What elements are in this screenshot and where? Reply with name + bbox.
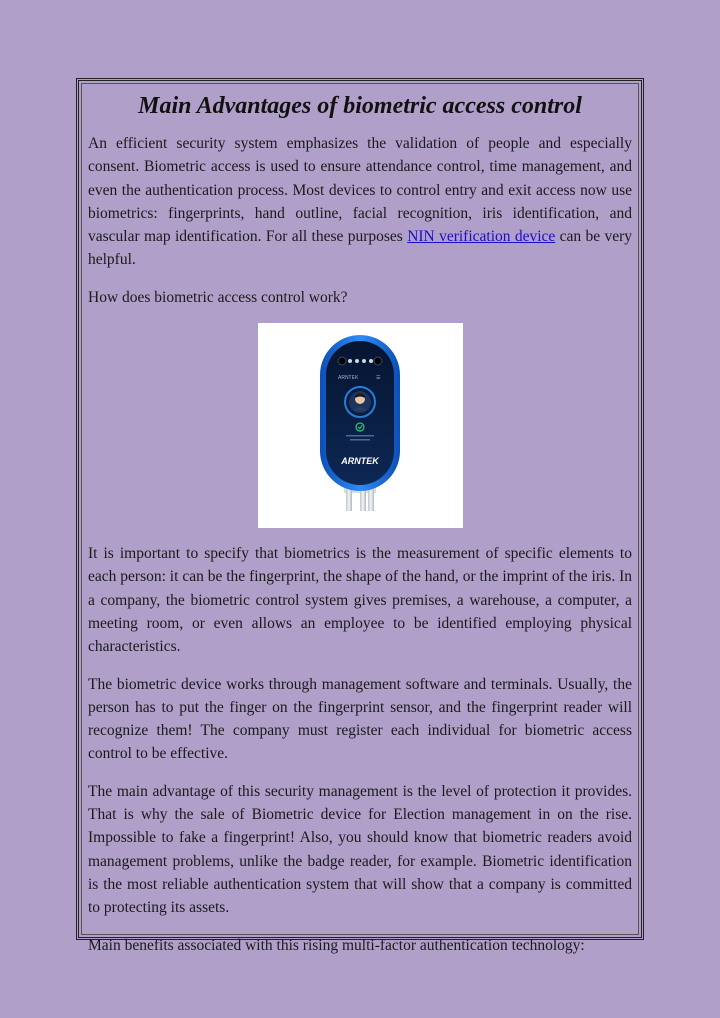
- device-body: [320, 335, 400, 491]
- screen-top-right-label: ☰: [375, 375, 380, 382]
- paragraph-biometrics-definition: It is important to specify that biometrics is the measurement of specific elements to each person: it can be the fingerprint, the shape of the hand, or the imprint of the iris. In a company, the biometric control system gives premises, a warehouse, a computer, a meeting room, or even allows an employee to be identified employing physical characteristics.: [88, 545, 632, 656]
- page-title: Main Advantages of biometric access control: [138, 93, 582, 119]
- paragraph-main-benefits: Main benefits associated with this rising multi-factor authentication technology:: [88, 936, 585, 954]
- paragraph-main-advantage: The main advantage of this security management is the level of protection it provides. That is why the sale of Biometric device for Election management in on the rise. Impossible to fake a fingerprint! Also, you should know that biometric readers avoid management problems, unlike the badge reader, for example. Biometric identification is the most reliable authentication system that will show that a company is committed to protecting its assets.: [88, 782, 632, 917]
- device-brand-label: ARNTEK: [340, 456, 379, 467]
- document-content: [88, 86, 632, 957]
- intro-text-after-link: can be very helpful.: [88, 228, 632, 269]
- screen-top-left-label: ARNTEK: [337, 375, 358, 382]
- biometric-device-image: [258, 323, 463, 528]
- question-paragraph: How does biometric access control work?: [88, 288, 348, 306]
- intro-text-before-link: An efficient security system emphasizes the validation of people and especially consent. Biometric access is used to ensure attendance control, time management, and even the authentication process. Most devices to control entry and exit access now use biometrics: fingerprints, hand outline, facial recognition, iris identification, and vascular map identification. For all these purposes: [88, 135, 632, 246]
- paragraph-device-works: The biometric device works through management software and terminals. Usually, the person has to put the finger on the fingerprint sensor, and the fingerprint reader will recognize them! The company must register each individual for biometric access control to be effective.: [88, 675, 632, 763]
- nin-verification-device-link[interactable]: NIN verification device: [407, 228, 556, 246]
- intro-paragraph: [88, 132, 632, 272]
